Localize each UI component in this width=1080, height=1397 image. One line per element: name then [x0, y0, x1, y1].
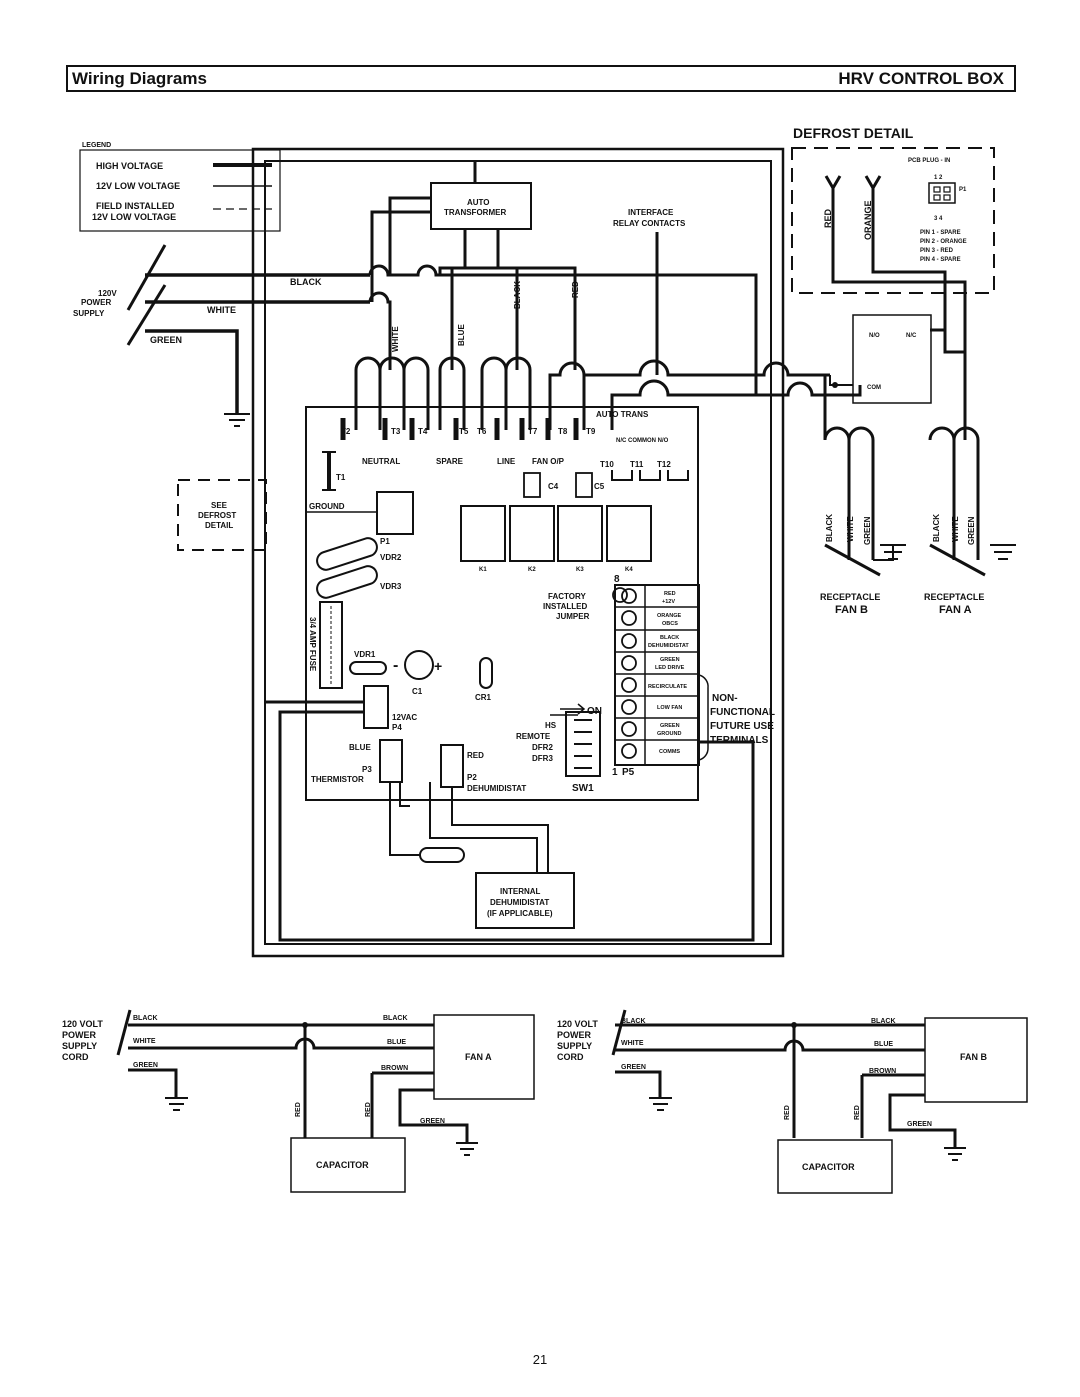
tb-7-a: GREEN	[660, 723, 680, 729]
supply-power-label: POWER	[81, 298, 112, 307]
rec-a-green: GREEN	[967, 516, 976, 545]
vdr3-label: VDR3	[380, 582, 402, 591]
defrost-title: DEFROST DETAIL	[793, 125, 914, 141]
fan-a-motor-label: FAN A	[465, 1052, 492, 1062]
pin-top-label: 1 2	[934, 175, 943, 181]
transformer-label-1: AUTO	[467, 198, 490, 207]
c1-label: C1	[412, 687, 423, 696]
c5-label: C5	[594, 482, 605, 491]
tb-7-b: GROUND	[657, 731, 682, 737]
c4-label: C4	[548, 482, 559, 491]
fan-b-red-2: RED	[854, 1105, 861, 1120]
fan-a-green: GREEN	[133, 1062, 158, 1069]
rec-b-green: GREEN	[863, 516, 872, 545]
nonfunc-1: NON-	[712, 693, 738, 704]
one-label: 1	[612, 767, 618, 778]
neutral-label: NEUTRAL	[362, 457, 401, 466]
fan-a-label: FAN A	[939, 604, 972, 616]
fan-b-capacitor: CAPACITOR	[802, 1162, 855, 1172]
wire-black-label: BLACK	[513, 281, 522, 309]
nonfunc-3: FUTURE USE	[710, 721, 774, 732]
term-t10: T10	[600, 460, 614, 469]
term-t11: T11	[630, 460, 644, 469]
wire-blue-label: BLUE	[457, 324, 466, 346]
fan-a-cord: CORD	[62, 1052, 89, 1062]
pcb-plug-label: PCB PLUG - IN	[908, 158, 951, 164]
fan-b-black2: BLACK	[871, 1018, 896, 1025]
term-t4: T4	[418, 427, 428, 436]
factory-label: FACTORY	[548, 592, 586, 601]
fan-op-label: FAN O/P	[532, 457, 565, 466]
line-label: LINE	[497, 457, 516, 466]
fan-a-black: BLACK	[133, 1015, 158, 1022]
fan-b-cord: CORD	[557, 1052, 584, 1062]
hs-label: HS	[545, 721, 557, 730]
see-defrost-2: DEFROST	[198, 511, 237, 520]
tb-2-b: OBCS	[662, 621, 678, 627]
internal-2: DEHUMIDISTAT	[490, 898, 550, 907]
vdr2-label: VDR2	[380, 553, 402, 562]
fan-b-power: POWER	[557, 1030, 592, 1040]
fan-a-black2: BLACK	[383, 1015, 408, 1022]
nc-common-no-label: N/C COMMON N/O	[616, 438, 669, 444]
fan-b-white: WHITE	[621, 1040, 644, 1047]
wire-red-label: RED	[571, 281, 580, 298]
tb-2-a: ORANGE	[657, 613, 682, 619]
term-t9: T9	[586, 427, 596, 436]
supply-supply-label: SUPPLY	[73, 309, 105, 318]
tb-1-a: RED	[664, 591, 676, 597]
interface-label-2: RELAY CONTACTS	[613, 219, 686, 228]
pin-bottom-label: 3 4	[934, 216, 943, 222]
page-number: 21	[532, 1352, 548, 1367]
rec-b-black: BLACK	[825, 514, 834, 542]
diagram-title: HRV CONTROL BOX	[838, 69, 1004, 88]
tb-5-a: RECIRCULATE	[648, 684, 688, 690]
fan-b-motor-label: FAN B	[960, 1052, 987, 1062]
thermistor-label: THERMISTOR	[311, 775, 364, 784]
c1-minus-sign: -	[393, 657, 399, 674]
section-title: Wiring Diagrams	[72, 69, 207, 88]
remote-label: REMOTE	[516, 732, 551, 741]
tb-1-b: +12V	[662, 599, 675, 605]
auto-trans-label: AUTO TRANS	[596, 410, 649, 419]
p2-label: P2	[467, 773, 477, 782]
internal-3: (IF APPLICABLE)	[487, 909, 553, 918]
fan-a-power: POWER	[62, 1030, 97, 1040]
fuse-label: 3/4 AMP FUSE	[308, 617, 317, 672]
fan-a-brown: BROWN	[381, 1065, 409, 1072]
pin-1-label: PIN 1 - SPARE	[920, 230, 961, 236]
relay-k4: K4	[625, 567, 633, 573]
pin-3-label: PIN 3 - RED	[920, 248, 954, 254]
fan-b-black: BLACK	[621, 1018, 646, 1025]
supply-black-label: BLACK	[290, 277, 322, 287]
nonfunc-4: TERMINALS	[710, 735, 769, 746]
jumper-label: JUMPER	[556, 612, 590, 621]
fan-a-capacitor: CAPACITOR	[316, 1160, 369, 1170]
rec-a-black: BLACK	[932, 514, 941, 542]
fan-b-green: GREEN	[621, 1064, 646, 1071]
red-label: RED	[467, 751, 484, 760]
term-t7: T7	[528, 427, 538, 436]
vdr1-label: VDR1	[354, 650, 376, 659]
relay-k3: K3	[576, 567, 584, 573]
tb-4-a: GREEN	[660, 657, 680, 663]
internal-1: INTERNAL	[500, 887, 541, 896]
see-defrost-3: DETAIL	[205, 521, 234, 530]
tb-3-a: BLACK	[660, 635, 680, 641]
interface-label-1: INTERFACE	[628, 208, 674, 217]
rec-b-white: WHITE	[846, 516, 855, 542]
legend-low-voltage: 12V LOW VOLTAGE	[96, 181, 181, 191]
term-t12: T12	[657, 460, 671, 469]
term-t5: T5	[459, 427, 469, 436]
supply-green-label: GREEN	[150, 335, 183, 345]
fan-a-green2: GREEN	[420, 1118, 445, 1125]
wire-white-label: WHITE	[391, 326, 400, 352]
defrost-p1-label: P1	[959, 187, 967, 193]
fan-b-blue: BLUE	[874, 1041, 894, 1048]
c1-plus-sign: +	[434, 658, 443, 674]
p5-label: P5	[622, 767, 635, 778]
pin-4-label: PIN 4 - SPARE	[920, 257, 961, 263]
fan-b-green2: GREEN	[907, 1121, 932, 1128]
receptacle-b-label: RECEPTACLE	[820, 592, 881, 602]
fan-a-120volt: 120 VOLT	[62, 1019, 103, 1029]
fan-a-red-2: RED	[365, 1102, 372, 1117]
t1-label: T1	[336, 473, 346, 482]
fan-a-red-1: RED	[295, 1102, 302, 1117]
legend-field-installed: FIELD INSTALLED	[96, 201, 175, 211]
sw1-label: SW1	[572, 783, 594, 794]
blue-label: BLUE	[349, 743, 371, 752]
legend-title: LEGEND	[82, 142, 112, 149]
nonfunc-2: FUNCTIONAL	[710, 707, 775, 718]
fan-b-brown: BROWN	[869, 1068, 897, 1075]
fan-b-label: FAN B	[835, 604, 868, 616]
tb-8-a: COMMS	[659, 749, 681, 755]
relay-no-label: N/O	[869, 333, 880, 339]
supply-white-label: WHITE	[207, 305, 236, 315]
term-t2: T2	[341, 427, 351, 436]
dehumidistat-label: DEHUMIDISTAT	[467, 784, 527, 793]
p3-label: P3	[362, 765, 372, 774]
dfr3-label: DFR3	[532, 754, 553, 763]
fan-b-red-1: RED	[784, 1105, 791, 1120]
installed-label: INSTALLED	[543, 602, 588, 611]
defrost-red-label: RED	[823, 208, 833, 228]
defrost-orange-label: ORANGE	[863, 200, 873, 240]
ground-label: GROUND	[309, 502, 345, 511]
dfr2-label: DFR2	[532, 743, 553, 752]
cr1-label: CR1	[475, 693, 492, 702]
rec-a-white: WHITE	[951, 516, 960, 542]
term-t3: T3	[391, 427, 401, 436]
see-defrost-1: SEE	[211, 501, 228, 510]
12vac-label: 12VAC	[392, 713, 418, 722]
relay-nc-label: N/C	[906, 333, 917, 339]
on-label: ON	[587, 706, 602, 717]
term-t8: T8	[558, 427, 568, 436]
fan-b-120volt: 120 VOLT	[557, 1019, 598, 1029]
spare-label: SPARE	[436, 457, 463, 466]
eight-label: 8	[614, 574, 620, 585]
legend-field-low-voltage: 12V LOW VOLTAGE	[92, 212, 177, 222]
fan-a-supply: SUPPLY	[62, 1041, 98, 1051]
relay-k2: K2	[528, 567, 536, 573]
term-t6: T6	[477, 427, 487, 436]
tb-4-b: LED DRIVE	[655, 665, 685, 671]
transformer-label-2: TRANSFORMER	[444, 208, 507, 217]
tb-3-b: DEHUMIDISTAT	[648, 643, 689, 649]
supply-120v-label: 120V	[98, 289, 117, 298]
legend-high-voltage: HIGH VOLTAGE	[96, 161, 164, 171]
receptacle-a-label: RECEPTACLE	[924, 592, 985, 602]
relay-com-label: COM	[867, 385, 881, 391]
fan-b-supply: SUPPLY	[557, 1041, 593, 1051]
relay-k1: K1	[479, 567, 487, 573]
fan-a-blue: BLUE	[387, 1039, 407, 1046]
p4-label: P4	[392, 723, 402, 732]
pin-2-label: PIN 2 - ORANGE	[920, 239, 967, 245]
tb-6-a: LOW FAN	[657, 705, 683, 711]
p1-label: P1	[380, 537, 390, 546]
fan-a-white: WHITE	[133, 1038, 156, 1045]
